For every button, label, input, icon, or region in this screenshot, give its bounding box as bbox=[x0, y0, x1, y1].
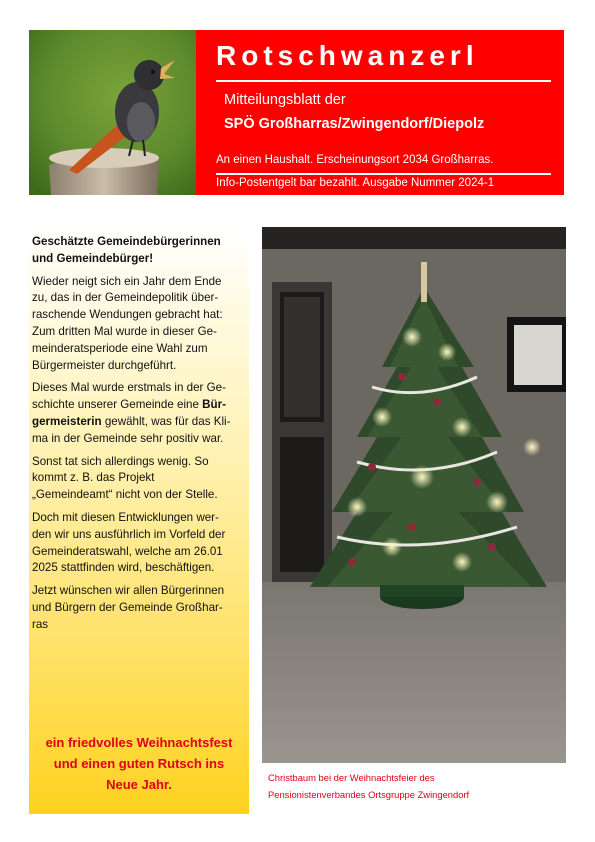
para2-bold: germeisterin bbox=[32, 414, 102, 428]
para1-line: zu, das in der Gemeindepolitik über- bbox=[32, 291, 219, 305]
para3-line: kommt z. B. das Projekt bbox=[32, 471, 155, 485]
bird-photo bbox=[29, 30, 196, 195]
greeting-line2: und Gemeindebürger! bbox=[32, 251, 154, 265]
para5-line: Jetzt wünschen wir allen Bürgerinnen bbox=[32, 584, 225, 598]
masthead-rule-bottom bbox=[216, 173, 551, 175]
masthead-rule-top bbox=[216, 80, 551, 82]
paragraph-5 bbox=[32, 583, 245, 633]
para1-line: Zum dritten Mal wurde in dieser Ge- bbox=[32, 324, 217, 338]
info-line1: An einen Haushalt. Erscheinungsort 2034 Großharras. bbox=[216, 154, 494, 166]
para3-line: Sonst tat sich allerdings wenig. So bbox=[32, 454, 209, 468]
para2-line: Dieses Mal wurde erstmals in der Ge- bbox=[32, 381, 226, 395]
subtitle-line2: SPÖ Großharras/Zwingendorf/Diepolz bbox=[224, 116, 485, 132]
letter-box bbox=[29, 226, 249, 814]
greeting-line1: Geschätzte Gemeindebürgerinnen bbox=[32, 235, 221, 248]
christmas-tree-icon bbox=[262, 227, 566, 763]
para1-line: Bürgermeister durchgeführt. bbox=[32, 358, 177, 372]
subtitle-line1: Mitteilungsblatt der bbox=[224, 92, 346, 108]
greeting bbox=[32, 234, 245, 268]
paragraph-4 bbox=[32, 510, 245, 577]
para1-line: meinderatsperiode eine Wahl zum bbox=[32, 341, 208, 355]
masthead-title: Rotschwanzerl bbox=[216, 40, 479, 71]
para2-line: ma in der Gemeinde sehr positiv war. bbox=[32, 431, 224, 445]
caption-line1: Christbaum bei der Weihnachtsfeier des bbox=[268, 772, 435, 783]
para4-line: 2025 stattfinden wird, beschäftigen. bbox=[32, 561, 215, 575]
para2-line: schichte unserer Gemeinde eine bbox=[32, 398, 203, 412]
caption-line2: Pensionistenverbandes Ortsgruppe Zwingendorf bbox=[268, 789, 470, 800]
masthead-banner bbox=[196, 30, 564, 195]
closing-line: ein friedvolles Weihnachtsfest bbox=[45, 735, 233, 750]
para3-line: „Gemeindeamt“ nicht von der Stelle. bbox=[32, 488, 218, 502]
closing-line: und einen guten Rutsch ins bbox=[53, 756, 225, 771]
photo-caption bbox=[268, 769, 568, 803]
para4-line: den wir uns ausführlich im Vorfeld der bbox=[32, 527, 226, 541]
para5-line: ras bbox=[32, 617, 49, 631]
info-line2: Info-Postentgelt bar bezahlt. Ausgabe Nummer 2024-1 bbox=[216, 177, 495, 189]
para2-bold: Bür- bbox=[202, 398, 226, 412]
christmas-tree-photo bbox=[262, 227, 566, 763]
para2-line: gewählt, was für das Kli- bbox=[101, 414, 231, 428]
para5-line: und Bürgern der Gemeinde Großhar- bbox=[32, 600, 223, 614]
para4-line: Doch mit diesen Entwicklungen wer- bbox=[32, 510, 219, 524]
para4-line: Gemeinderatswahl, welche am 26.01 bbox=[32, 544, 223, 558]
closing-line: Neue Jahr. bbox=[106, 777, 172, 792]
paragraph-1 bbox=[32, 274, 245, 375]
paragraph-2 bbox=[32, 380, 245, 447]
bird-photo-icon bbox=[29, 30, 196, 195]
closing-wish bbox=[29, 732, 249, 795]
para1-line: raschende Wendungen gebracht hat: bbox=[32, 308, 223, 322]
para1-line: Wieder neigt sich ein Jahr dem Ende bbox=[32, 274, 222, 288]
paragraph-3 bbox=[32, 454, 245, 504]
